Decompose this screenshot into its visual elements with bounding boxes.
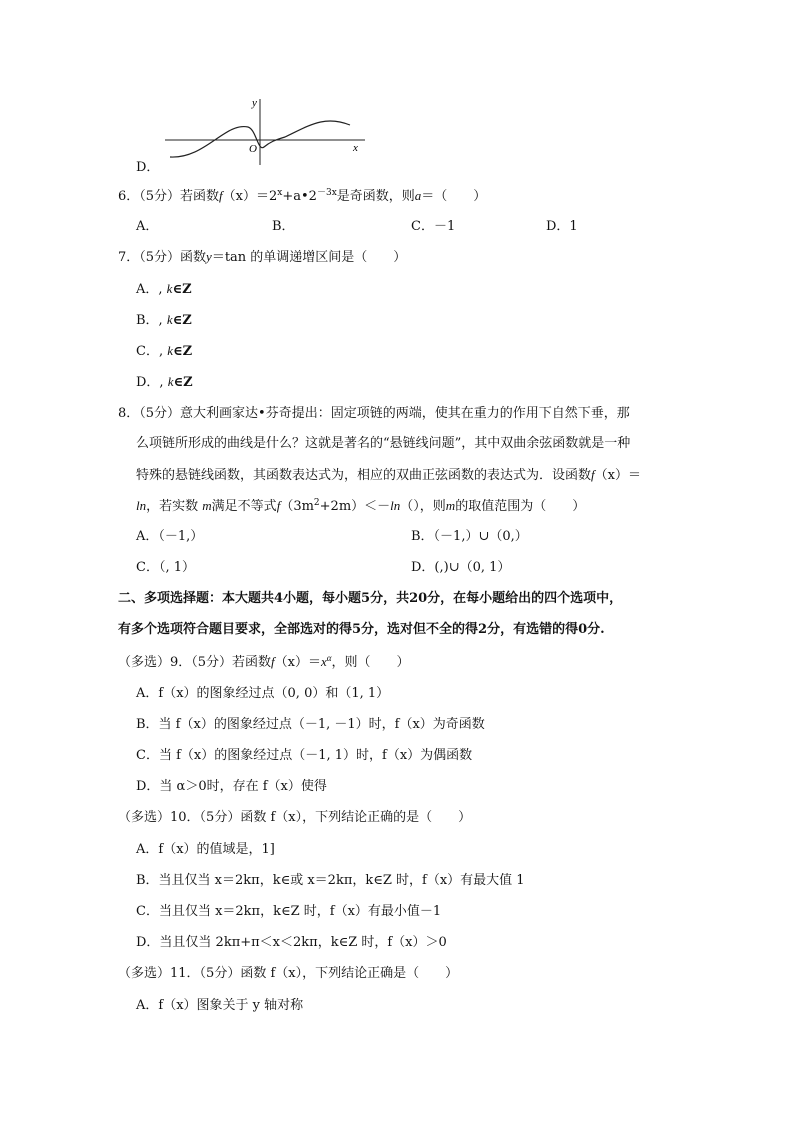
q8-l4a: ，若实数 — [146, 499, 199, 514]
q7-y: y — [206, 249, 212, 264]
q6-option-d[interactable]: D．1 — [546, 219, 578, 234]
q8-ln: ln — [136, 498, 147, 513]
q8-line2: 么项链所形成的曲线是什么？这就是著名的“悬链线问题”，其中双曲余弦函数就是一种 — [136, 436, 631, 451]
q8-option-d[interactable]: D．(,)∪（0, 1） — [411, 560, 511, 575]
q10-option-c[interactable]: C．当且仅当 x＝2kπ，k∈Z 时，f（x）有最小值－1 — [136, 904, 442, 919]
q5-option-d[interactable]: D． — [136, 160, 160, 175]
q7-stem-post: ＝tan 的单调递增区间是（ ） — [211, 250, 407, 265]
q9-x: x — [321, 654, 327, 669]
y-axis-label: y — [252, 97, 257, 109]
q7-option-b[interactable] — [136, 311, 192, 330]
q7-b-z: ∈Z — [172, 313, 192, 328]
q7-a-label: A．, — [136, 282, 163, 297]
q9-stem3: ，则（ ） — [331, 655, 410, 670]
q7-option-d[interactable] — [136, 373, 193, 392]
q6-paren: （x） — [222, 189, 257, 204]
q7-b-k: k — [166, 312, 173, 327]
q10-option-b[interactable]: B．当且仅当 x＝2kπ，k∈或 x＝2kπ，k∈Z 时，f（x）有最大值 1 — [136, 873, 525, 888]
q10-stem: （多选）10．（5分）函数 f（x），下列结论正确的是（ ） — [118, 810, 472, 825]
q6-plus-a: +a•2 — [282, 189, 317, 204]
q8-line3-post: （x）＝ — [594, 468, 641, 483]
q6-stem — [118, 187, 486, 206]
q8-ln2: ln — [390, 498, 401, 513]
q8-l4c: （3m — [280, 499, 314, 514]
q7-d-label: D．, — [136, 375, 164, 390]
q9-stem2: （x）＝ — [274, 655, 322, 670]
q6-tail: 是奇函数，则 — [336, 189, 415, 204]
q6-a: a — [414, 188, 422, 203]
q8-m: m — [202, 498, 212, 513]
q9-option-d[interactable]: D．当 α＞0时，存在 f（x）使得 — [136, 779, 327, 794]
q8-option-b[interactable]: B．（－1,）∪（0,） — [411, 529, 528, 544]
q9-stem — [118, 653, 410, 672]
q7-b-label: B．, — [136, 313, 163, 328]
x-axis-label: x — [353, 142, 358, 154]
q6-sup1: x — [277, 188, 283, 198]
section2-heading-line1: 二、多项选择题：本大题共4小题，每小题5分，共20分，在每小题给出的四个选项中， — [118, 591, 623, 606]
q8-option-c[interactable]: C．（, 1） — [136, 560, 195, 575]
q8-l4f: 的取值范围为（ ） — [455, 499, 586, 514]
q9-stem-pre: （多选）9．（5分）若函数 — [118, 655, 272, 670]
q11-option-a[interactable]: A．f（x）图象关于 y 轴对称 — [136, 998, 304, 1013]
q6-f: f — [219, 188, 223, 203]
q8-l4e: （），则 — [400, 499, 446, 514]
q8-option-a[interactable]: A．（－1,） — [136, 529, 204, 544]
q8-f2: f — [276, 498, 281, 513]
q6-tail2: ＝（ ） — [421, 189, 487, 204]
q9-option-b[interactable]: B．当 f（x）的图象经过点（－1, －1）时，f（x）为奇函数 — [136, 717, 485, 732]
q6-option-a[interactable]: A． — [136, 219, 159, 234]
origin-label: O — [249, 143, 257, 155]
q7-stem-pre: 7．（5分）函数 — [118, 250, 207, 265]
q8-m2: m — [445, 498, 456, 513]
q6-option-b[interactable]: B． — [272, 219, 295, 234]
sine-graph-figure — [160, 97, 370, 167]
q7-d-k: k — [167, 374, 174, 389]
q6-sup2: －3x — [316, 188, 337, 198]
q7-c-z: ∈Z — [173, 344, 193, 359]
q9-f: f — [271, 654, 275, 669]
q7-d-z: ∈Z — [173, 375, 193, 390]
q7-option-a[interactable] — [136, 280, 192, 299]
q8-f: f — [591, 467, 595, 482]
q7-stem — [118, 248, 406, 267]
q10-option-a[interactable]: A．f（x）的值域是，1] — [136, 842, 275, 857]
q7-c-k: k — [167, 343, 174, 358]
q8-l4b: 满足不等式 — [211, 499, 277, 514]
q8-line4 — [136, 497, 585, 516]
q9-option-c[interactable]: C．当 f（x）的图象经过点（－1, 1）时，f（x）为偶函数 — [136, 748, 473, 763]
q7-a-z: ∈Z — [172, 282, 192, 297]
q9-option-a[interactable]: A．f（x）的图象经过点（0, 0）和（1, 1） — [136, 686, 390, 701]
q6-number: 6．（5分）若函数 — [118, 189, 220, 204]
section2-heading-line2: 有多个选项符合题目要求，全部选对的得5分，选对但不全的得2分，有选错的得0分. — [118, 622, 605, 637]
q7-a-k: k — [166, 281, 173, 296]
q10-option-d[interactable]: D．当且仅当 2kπ+π＜x＜2kπ，k∈Z 时，f（x）＞0 — [136, 935, 447, 950]
q8-line1: 8．（5分）意大利画家达•芬奇提出：固定项链的两端，使其在重力的作用下自然下垂，那 — [118, 406, 630, 421]
q7-option-c[interactable] — [136, 342, 192, 361]
q11-stem: （多选）11．（5分）函数 f（x），下列结论正确是（ ） — [118, 966, 459, 981]
q8-line3-pre: 特殊的悬链线函数，其函数表达式为，相应的双曲正弦函数的表达式为．设函数 — [136, 468, 592, 483]
q6-option-c[interactable]: C．－1 — [411, 219, 456, 234]
q8-line3 — [136, 466, 641, 485]
q7-c-label: C．, — [136, 344, 164, 359]
q8-l4d: +2m）＜－ — [319, 499, 391, 514]
q8-sup: 2 — [313, 498, 320, 508]
q6-eq: ＝2 — [256, 189, 278, 204]
q9-alpha: α — [326, 653, 332, 663]
